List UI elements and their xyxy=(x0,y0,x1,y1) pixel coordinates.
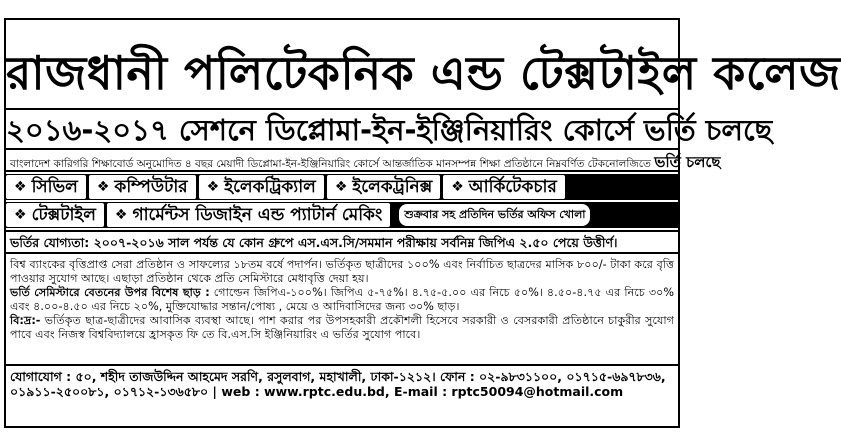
discount-text: গোল্ডেন জিপিএ-১০০%। জিপিএ ৫-৭৫%। ৪.৭৫-৫.০০ এর নিচে ৫০%। ৪.৫০-৪.৭৫ এর নিচে ৩০% এবং ৪.০০-৪.৫০ এর নিচে ২০%, মুক্তিযোদ্ধার সন্তান/পোষ্য , মেয়ে ও আদিবাসিদের জন্য ৩০% ছাড়। xyxy=(10,286,675,313)
note-label: বি:দ্র:- xyxy=(10,314,41,327)
separator: , xyxy=(384,384,390,399)
eligibility-line: ভর্তির যোগ্যতা: ২০০৭-২০১৬ সাল পর্যন্ত যে কোন গ্রুপে এস.এস.সি/সমমান পরীক্ষায় সর্বনিম্ন জিপিএ ২.৫০ পেয়ে উত্তীর্ণ। xyxy=(6,230,678,252)
diamond-icon: ❖ xyxy=(451,179,464,195)
course-label: টেক্সটাইল xyxy=(31,205,96,225)
contact-line-2 xyxy=(10,384,674,399)
course-electronics xyxy=(327,175,440,199)
diamond-icon: ❖ xyxy=(14,179,27,195)
course-label: গার্মেন্টস ডিজাইন এন্ড প্যাটার্ন মেকিং xyxy=(132,205,383,225)
office-open-note: শুক্রবার সহ প্রতিদিন ভর্তির অফিস খোলা xyxy=(399,204,590,226)
ad-frame xyxy=(4,18,841,428)
courses-row-2 xyxy=(6,202,678,228)
course-label: কম্পিউটার xyxy=(114,177,188,197)
course-garments-design xyxy=(107,203,390,227)
contact-phones: ০১৯১১-২৫০০৮১, ০১৭১২-১৩৬৫৮০ | xyxy=(10,384,218,399)
course-electrical xyxy=(199,175,324,199)
college-title: রাজধানী পলিটেকনিক এন্ড টেক্সটাইল কলেজ xyxy=(6,42,678,104)
discount-paragraph xyxy=(10,286,674,314)
contact-address: যোগাযোগ : ৫০, শহীদ তাজউদ্দিন আহমেদ সরণি, রসুলবাগ, মহাখালী, ঢাকা-১২১২। ফোন : ০২-৯৮৩১১০০, ০১৭১৫-৬৯৭৮৩৬, xyxy=(10,369,666,384)
course-textile xyxy=(6,203,104,227)
subheading-text: বাংলাদেশ কারিগরি শিক্ষাবোর্ড অনুমোদিত ৪ বছর মেয়াদী ডিপ্লোমা-ইন-ইঞ্জিনিয়ারিং কোর্সে আন্তর্জাতিক মানসম্পন্ন শিক্ষা প্রতিষ্ঠানে নিম্নবর্ণিত টেকনোলজিতে xyxy=(10,158,651,170)
course-computer xyxy=(89,175,196,199)
diamond-icon: ❖ xyxy=(334,179,348,195)
diamond-icon: ❖ xyxy=(14,207,27,223)
diamond-icon: ❖ xyxy=(96,179,110,195)
note-text: ভর্তিকৃত ছাত্র-ছাত্রীদের আবাসিক ব্যবস্থা আছে। পাশ করার পর উপসহকারী প্রকৌশলী হিসেবে সরকারী ও বেসরকারী প্রতিষ্ঠানে চাকুরীর সুযোগ পাবে এবং নিজস্ব বিশ্ববিদ্যালয়ে হ্রাসকৃত ফি তে বি.এস.সি ইঞ্জিনিয়ারিং এ ভর্তির সুযোগ পাবে। xyxy=(10,314,675,341)
website-link[interactable]: web : www.rptc.edu.bd xyxy=(221,384,385,399)
course-label: আর্কিটেকচার xyxy=(468,177,557,197)
admission-ongoing-label: ভর্তি চলছে xyxy=(654,153,721,171)
discount-label: ভর্তি সেমিস্টারে বেতনের উপর বিশেষ ছাড় : xyxy=(10,286,210,299)
course-label: সিভিল xyxy=(31,177,78,197)
details-body xyxy=(6,252,678,364)
course-label: ইলেকট্রনিক্স xyxy=(352,177,433,197)
course-civil xyxy=(6,175,86,199)
diamond-icon: ❖ xyxy=(206,179,220,195)
courses-row-1 xyxy=(6,174,678,200)
session-headline: ২০১৬-২০১৭ সেশনে ডিপ্লোমা-ইন-ইঞ্জিনিয়ারিং কোর্সে ভর্তি চলছে xyxy=(6,108,678,148)
note-paragraph xyxy=(10,314,674,342)
contact-block xyxy=(6,364,678,426)
scholarship-paragraph: বিশ্ব ব্যাংকের বৃত্তিপ্রাপ্ত সেরা প্রতিষ্ঠান ও সাফল্যের ১৮তম বর্ষে পদার্পন। ভর্তিকৃত ছাত্রীদের ১০০% এবং নির্বাচিত ছাত্রদের মাসিক ৮০০/- টাকা করে বৃত্তি পাওয়ার সুযোগ আছে। এছাড়া প্রতিষ্ঠান থেকে প্রতি সেমিস্টারে মেধাবৃত্তি দেয়া হয়। xyxy=(10,258,674,285)
diamond-icon: ❖ xyxy=(114,207,128,223)
course-architecture xyxy=(443,175,565,199)
course-label: ইলেকট্রিক্যাল xyxy=(224,177,316,197)
email-link[interactable]: E-mail : rptc50094@hotmail.com xyxy=(393,384,624,399)
subheading xyxy=(6,148,721,172)
